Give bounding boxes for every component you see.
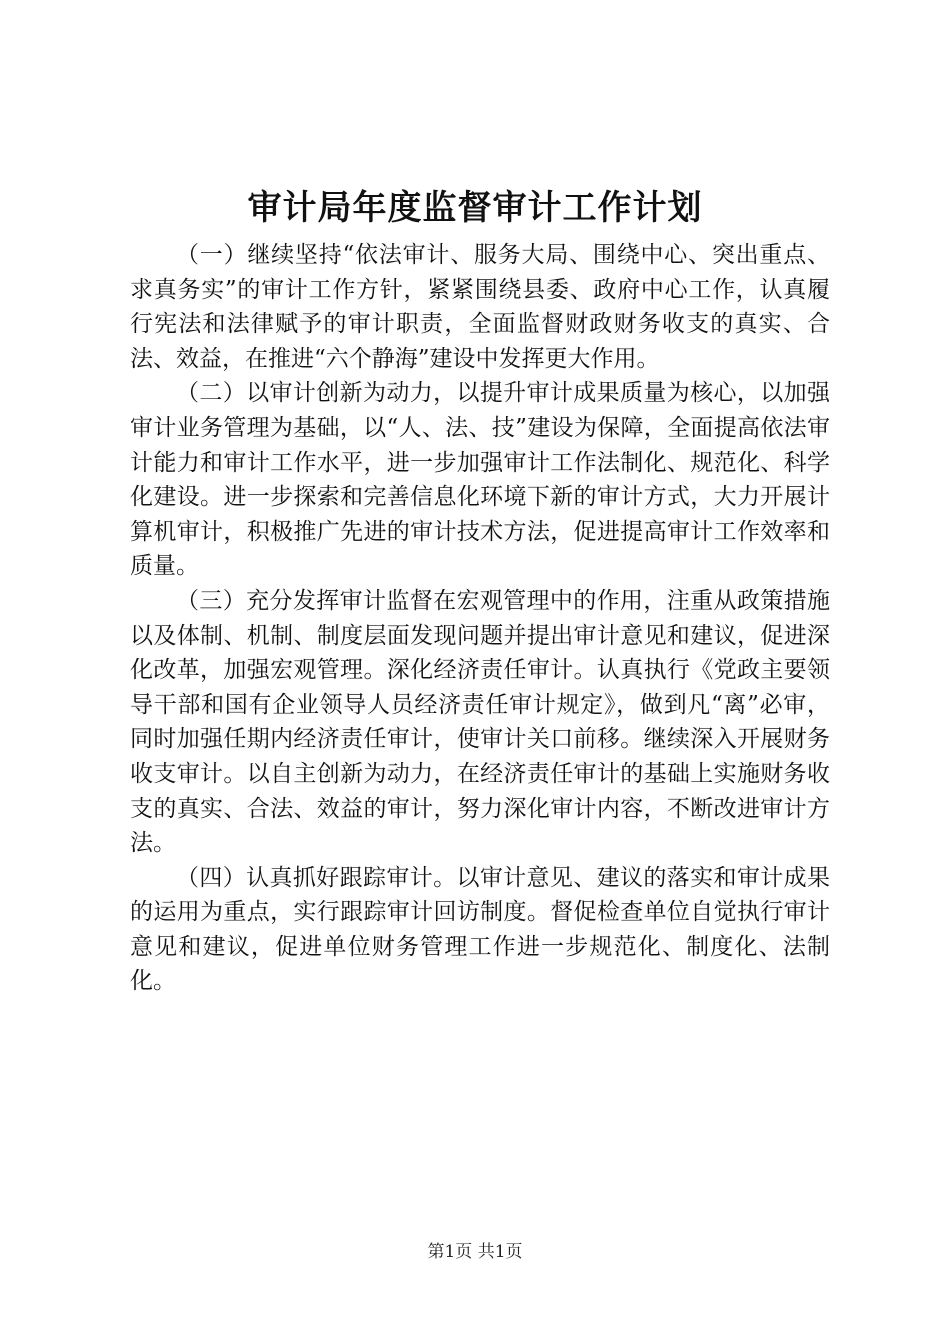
paragraph-4: （四）认真抓好跟踪审计。以审计意见、建议的落实和审计成果的运用为重点，实行跟踪审计回访制度。督促检查单位自觉执行审计意见和建议，促进单位财务管理工作进一步规范化、制度化、法制化。 — [130, 864, 830, 995]
paragraph-2: （二）以审计创新为动力，以提升审计成果质量为核心，以加强审计业务管理为基础，以“人、法、技”建设为保障，全面提高依法审计能力和审计工作水平，进一步加强审计工作法制化、规范化、科学化建设。进一步探索和完善信息化环境下新的审计方式，大力开展计算机审计，积极推广先进的审计技术方法，促进提高审计工作效率和质量。 — [130, 380, 830, 580]
paragraph-1: （一）继续坚持“依法审计、服务大局、围绕中心、突出重点、求真务实”的审计工作方针，紧紧围绕县委、政府中心工作，认真履行宪法和法律赋予的审计职责，全面监督财政财务收支的真实、合法、效益，在推进“六个静海”建设中发挥更大作用。 — [130, 242, 830, 372]
page-footer: 第1页 共1页 — [427, 1242, 523, 1262]
paragraph-3: （三）充分发挥审计监督在宏观管理中的作用，注重从政策措施以及体制、机制、制度层面发现问题并提出审计意见和建议，促进深化改革，加强宏观管理。深化经济责任审计。认真执行《党政主要领导干部和国有企业领导人员经济责任审计规定》，做到凡“离”必审，同时加强任期内经济责任审计，使审计关口前移。继续深入开展财务收支审计。以自主创新为动力，在经济责任审计的基础上实施财务收支的真实、合法、效益的审计，努力深化审计内容，不断改进审计方法。 — [130, 587, 830, 857]
document-title: 审计局年度监督审计工作计划 — [247, 188, 703, 228]
document-body — [130, 238, 830, 999]
